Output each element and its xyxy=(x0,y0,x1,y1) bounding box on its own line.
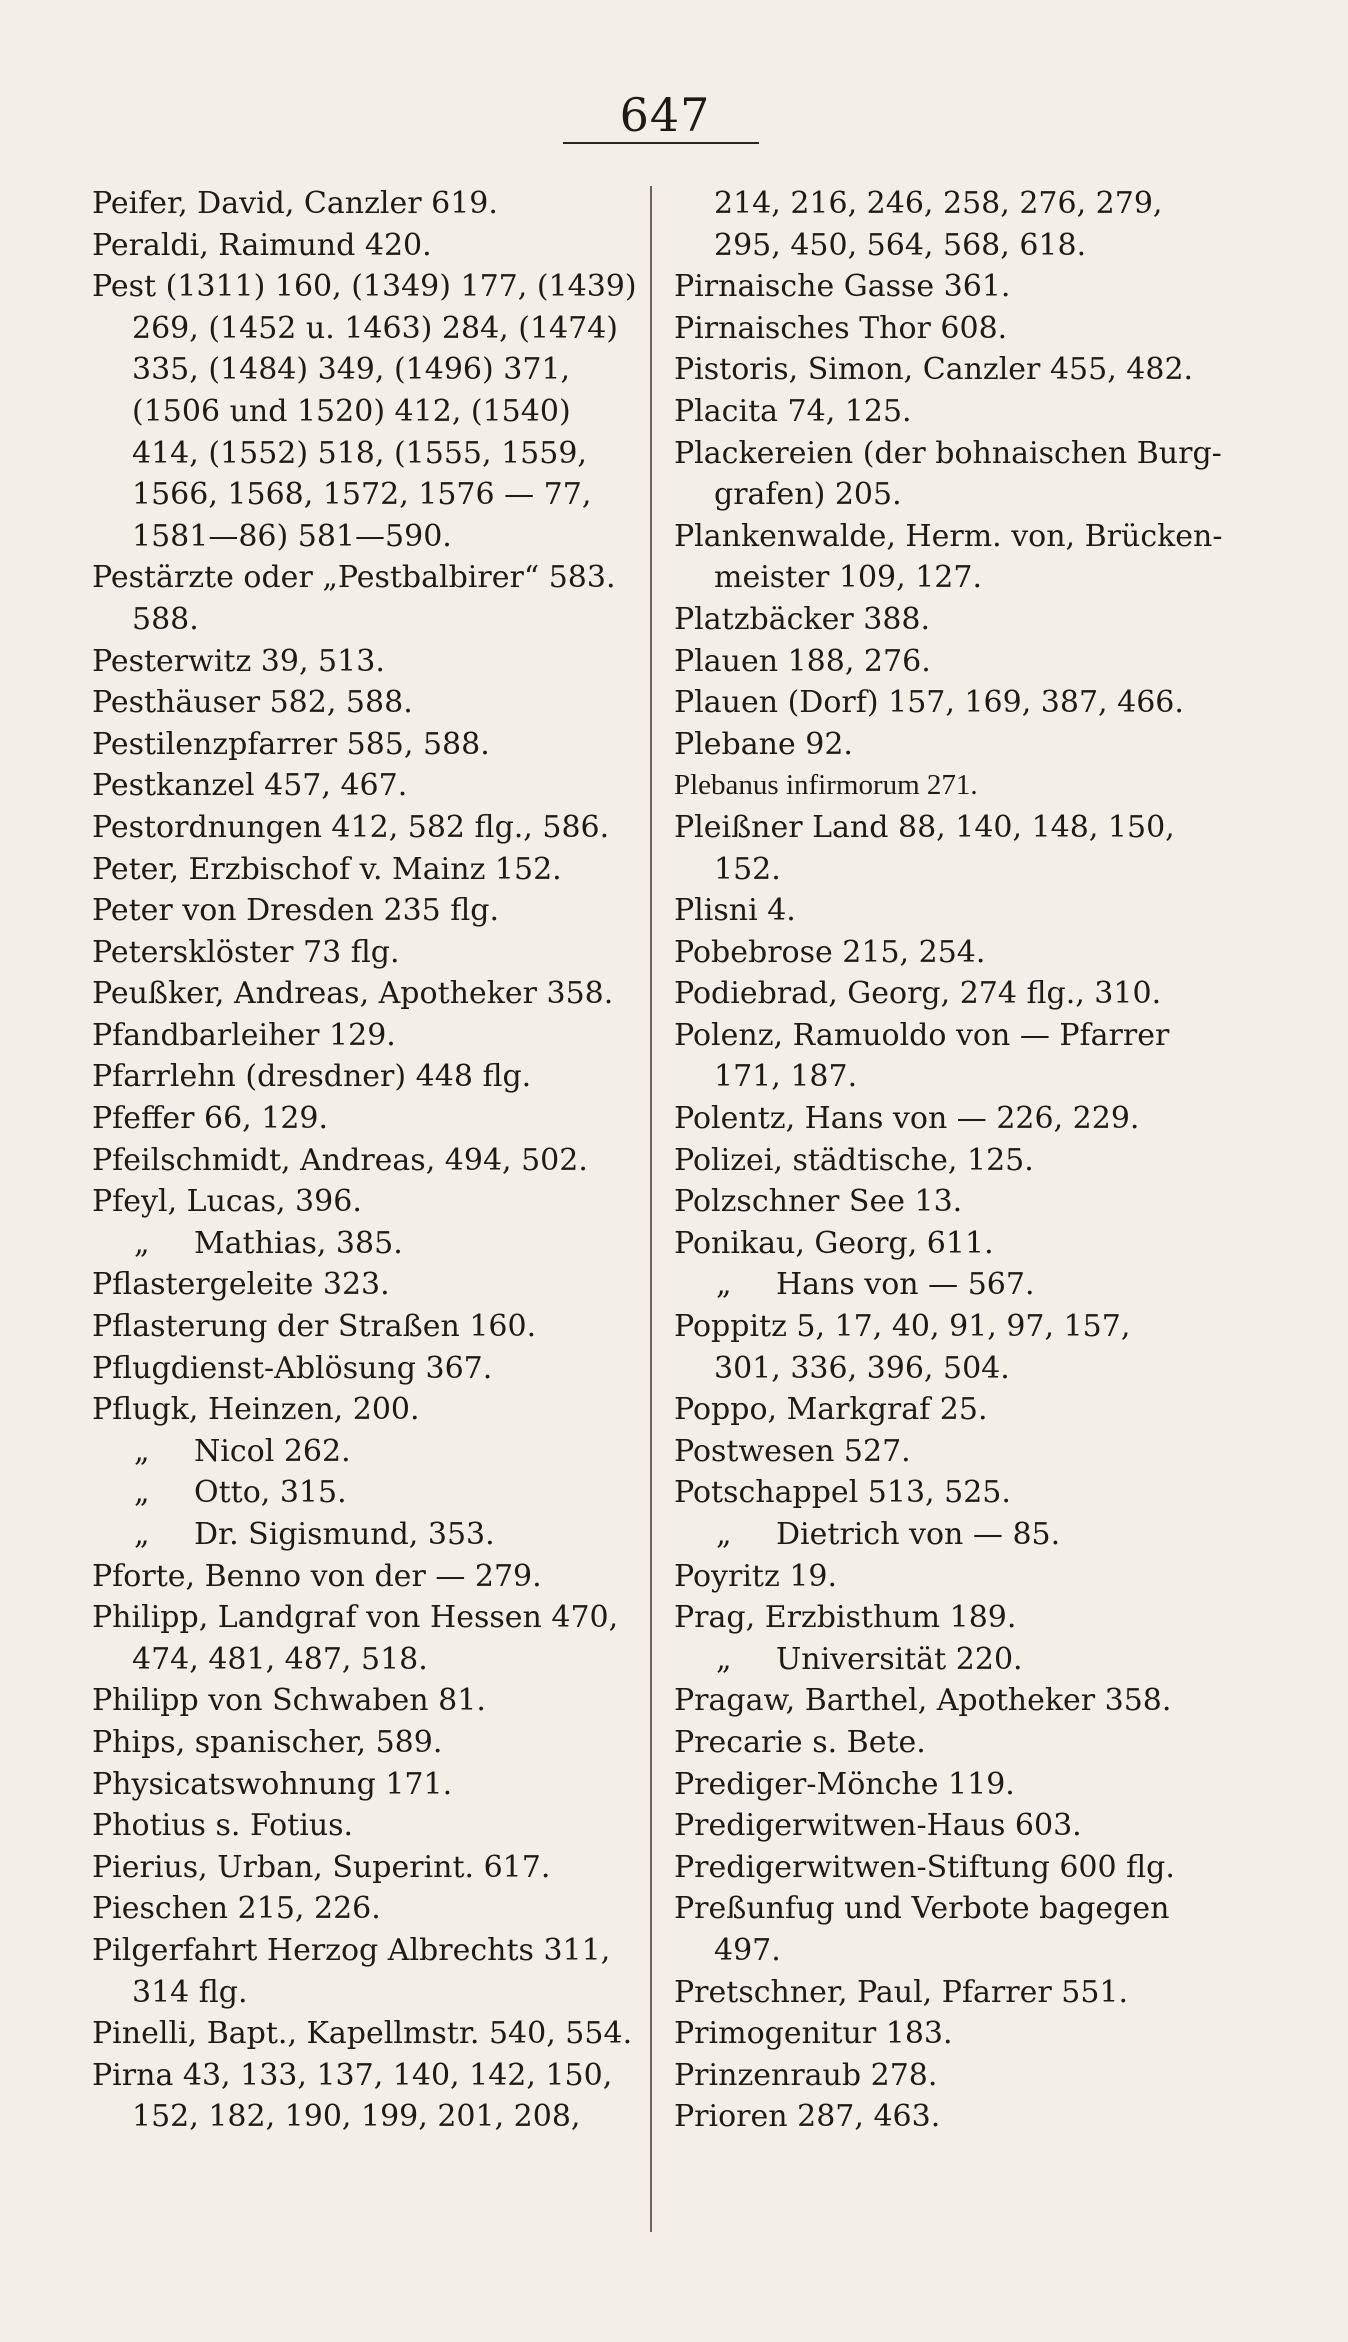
index-entry: Pestkanzel 457, 467. xyxy=(92,768,408,804)
index-entry: Peraldi, Raimund 420. xyxy=(92,227,432,263)
index-entry: Pinelli, Bapt., Kapellmstr. 540, 554. xyxy=(92,2016,633,2052)
index-subentry-text: Otto, 315. xyxy=(194,1475,347,1511)
index-entry: Pesthäuser 582, 588. xyxy=(92,685,413,721)
index-entry: Predigerwitwen-Haus 603. xyxy=(674,1808,1082,1844)
index-entry: Phips, spanischer, 589. xyxy=(92,1724,443,1760)
index-entry: Pirnaische Gasse 361. xyxy=(674,269,1011,305)
index-entry: Pflugdienst-Ablösung 367. xyxy=(92,1350,493,1386)
ditto-mark: „ xyxy=(716,1641,732,1677)
index-entry: Pestärzte oder „Pestbalbirer“ 583. xyxy=(92,560,616,596)
index-entry-continuation: 414, (1552) 518, (1555, 1559, xyxy=(132,435,587,471)
index-entry-continuation: 497. xyxy=(714,1932,781,1968)
index-column-left xyxy=(92,183,652,2138)
index-entry-continuation: 1566, 1568, 1572, 1576 — 77, xyxy=(132,477,592,513)
index-column-right xyxy=(674,183,1234,2138)
index-entry: Pragaw, Barthel, Apotheker 358. xyxy=(674,1683,1172,1719)
index-entry: Pfarrlehn (dresdner) 448 flg. xyxy=(92,1059,532,1095)
index-entry-continuation: 588. xyxy=(132,601,199,637)
index-entry: Pfandbarleiher 129. xyxy=(92,1017,396,1053)
index-subentry xyxy=(674,1639,1234,1681)
index-entry: Poppo, Markgraf 25. xyxy=(674,1392,988,1428)
index-entry-continuation: 301, 336, 396, 504. xyxy=(714,1350,1010,1386)
index-entry: Postwesen 527. xyxy=(674,1433,911,1469)
index-entry-continuation: 269, (1452 u. 1463) 284, (1474) xyxy=(132,310,618,346)
index-entry-continuation: 314 flg. xyxy=(132,1974,248,2010)
index-entry: Prediger-Mönche 119. xyxy=(674,1766,1015,1802)
index-entry: Pesterwitz 39, 513. xyxy=(92,643,385,679)
index-entry: Platzbäcker 388. xyxy=(674,601,931,637)
index-entry: Plauen 188, 276. xyxy=(674,643,931,679)
index-entry: Pobebrose 215, 254. xyxy=(674,934,986,970)
index-entry-continuation: meister 109, 127. xyxy=(714,560,983,596)
index-entry: Preßunfug und Verbote bagegen xyxy=(674,1891,1170,1927)
index-subentry xyxy=(674,1514,1234,1556)
index-entry-continuation: 152. xyxy=(714,851,781,887)
index-entry: Pestilenzpfarrer 585, 588. xyxy=(92,726,490,762)
index-subentry-text: Dr. Sigismund, 353. xyxy=(194,1517,495,1552)
index-entry: Pflastergeleite 323. xyxy=(92,1267,390,1303)
index-entry: Pest (1311) 160, (1349) 177, (1439) xyxy=(92,269,637,305)
index-entry: Polzschner See 13. xyxy=(674,1184,963,1220)
index-entry: Peifer, David, Canzler 619. xyxy=(92,186,498,221)
index-entry: Polizei, städtische, 125. xyxy=(674,1142,1034,1178)
index-entry-continuation: 335, (1484) 349, (1496) 371, xyxy=(132,352,571,388)
index-entry: Philipp von Schwaben 81. xyxy=(92,1683,486,1719)
index-entry: Pistoris, Simon, Canzler 455, 482. xyxy=(674,352,1194,388)
index-entry: Poppitz 5, 17, 40, 91, 97, 157, xyxy=(674,1309,1131,1345)
index-entry: Plackereien (der bohnaischen Burg- xyxy=(674,435,1222,471)
index-entry: Pirna 43, 133, 137, 140, 142, 150, xyxy=(92,2057,613,2093)
index-entry: Pfeilschmidt, Andreas, 494, 502. xyxy=(92,1142,588,1178)
ditto-mark: „ xyxy=(134,1433,150,1469)
index-entry: Pflugk, Heinzen, 200. xyxy=(92,1392,420,1428)
ditto-mark: „ xyxy=(716,1517,732,1552)
index-entry: Poyritz 19. xyxy=(674,1558,838,1594)
ditto-mark: „ xyxy=(134,1225,150,1261)
index-entry: Pfeffer 66, 129. xyxy=(92,1101,329,1137)
index-entry: Pleißner Land 88, 140, 148, 150, xyxy=(674,809,1175,845)
index-entry-continuation: 152, 182, 190, 199, 201, 208, xyxy=(132,2099,581,2135)
index-subentry-text: Dietrich von — 85. xyxy=(776,1517,1061,1552)
index-entry: Petersklöster 73 flg. xyxy=(92,934,400,970)
index-entry: Pforte, Benno von der — 279. xyxy=(92,1558,542,1594)
index-entry: Pfeyl, Lucas, 396. xyxy=(92,1184,362,1220)
index-entry: Pilgerfahrt Herzog Albrechts 311, xyxy=(92,1932,611,1968)
index-entry: Ponikau, Georg, 611. xyxy=(674,1225,994,1261)
ditto-mark: „ xyxy=(716,1267,732,1303)
index-entry: Peter von Dresden 235 flg. xyxy=(92,893,500,929)
index-entry: Polentz, Hans von — 226, 229. xyxy=(674,1101,1140,1137)
index-entry: Prinzenraub 278. xyxy=(674,2057,938,2093)
index-entry: Physicatswohnung 171. xyxy=(92,1766,453,1802)
index-entry: Podiebrad, Georg, 274 flg., 310. xyxy=(674,976,1162,1012)
index-entry: Precarie s. Bete. xyxy=(674,1724,926,1760)
index-subentry xyxy=(92,1514,652,1556)
index-entry-continuation: 474, 481, 487, 518. xyxy=(132,1641,428,1677)
index-subentry-text: Universität 220. xyxy=(776,1641,1023,1677)
index-entry-continuation: 171, 187. xyxy=(714,1059,858,1095)
index-entry-continuation: (1506 und 1520) 412, (1540) xyxy=(132,393,571,429)
index-entry-continuation: 295, 450, 564, 568, 618. xyxy=(714,227,1087,263)
index-entry: Peußker, Andreas, Apotheker 358. xyxy=(92,976,614,1012)
index-entry-continuation: 1581—86) 581—590. xyxy=(132,518,452,554)
index-entry: Pretschner, Paul, Pfarrer 551. xyxy=(674,1974,1129,2010)
index-entry: Pierius, Urban, Superint. 617. xyxy=(92,1849,551,1885)
index-entry: Prioren 287, 463. xyxy=(674,2099,941,2135)
index-entry-continuation: grafen) 205. xyxy=(714,477,902,513)
ditto-mark: „ xyxy=(134,1517,150,1552)
index-subentry xyxy=(92,1431,652,1473)
index-entry: Plebanus infirmorum 271. xyxy=(674,769,978,802)
index-entry: Philipp, Landgraf von Hessen 470, xyxy=(92,1600,619,1636)
index-subentry xyxy=(674,1264,1234,1306)
index-entry: Predigerwitwen-Stiftung 600 flg. xyxy=(674,1849,1175,1885)
page-number: 647 xyxy=(619,88,711,142)
index-subentry-text: Nicol 262. xyxy=(194,1433,351,1469)
index-entry: Plisni 4. xyxy=(674,893,796,929)
index-entry: Plebane 92. xyxy=(674,726,853,762)
index-entry: Pirnaisches Thor 608. xyxy=(674,310,1008,346)
index-subentry xyxy=(92,1472,652,1514)
index-entry: Potschappel 513, 525. xyxy=(674,1475,1011,1511)
index-subentry-text: Hans von — 567. xyxy=(776,1267,1035,1303)
index-entry: Pestordnungen 412, 582 flg., 586. xyxy=(92,809,610,845)
index-entry: Primogenitur 183. xyxy=(674,2016,953,2052)
column-divider xyxy=(650,186,652,2232)
index-entry-continuation: 214, 216, 246, 258, 276, 279, xyxy=(714,186,1163,221)
index-entry: Polenz, Ramuoldo von — Pfarrer xyxy=(674,1017,1170,1053)
index-entry: Photius s. Fotius. xyxy=(92,1808,354,1844)
index-subentry-text: Mathias, 385. xyxy=(194,1225,403,1261)
ditto-mark: „ xyxy=(134,1475,150,1511)
index-entry: Plankenwalde, Herm. von, Brücken- xyxy=(674,518,1223,554)
index-entry: Peter, Erzbischof v. Mainz 152. xyxy=(92,851,562,887)
header-rule xyxy=(563,142,759,144)
index-entry: Prag, Erzbisthum 189. xyxy=(674,1600,1017,1636)
index-entry: Pieschen 215, 226. xyxy=(92,1891,381,1927)
index-entry: Plauen (Dorf) 157, 169, 387, 466. xyxy=(674,685,1184,721)
index-entry: Pflasterung der Straßen 160. xyxy=(92,1309,537,1345)
index-subentry xyxy=(92,1223,652,1265)
index-entry: Placita 74, 125. xyxy=(674,393,912,429)
